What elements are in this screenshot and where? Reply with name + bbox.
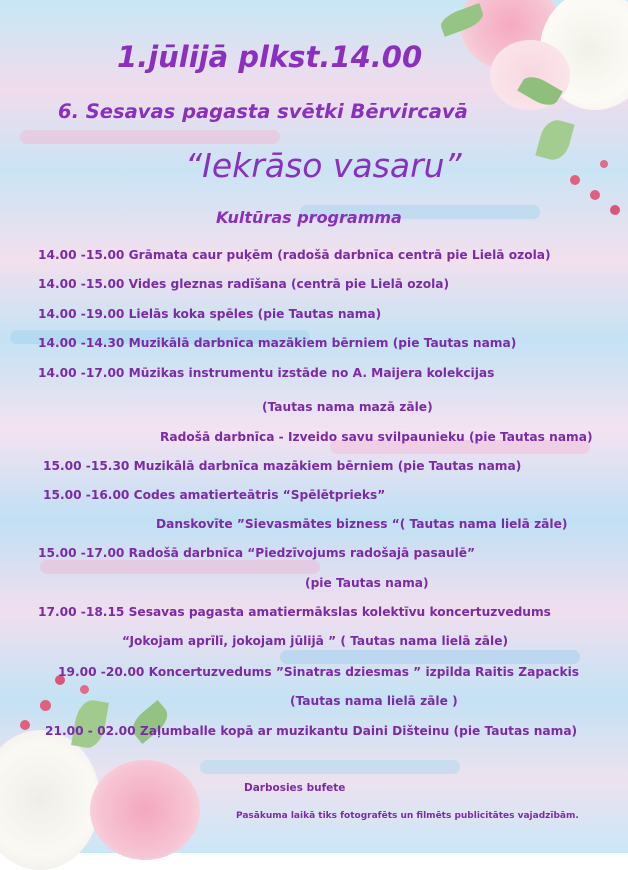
event-title: 6. Sesavas pagasta svētki Bērvircavā [58, 100, 468, 123]
program-line: 15.00 -17.00 Radošā darbnīca “Piedzīvojums radošajā pasaulē” [38, 546, 476, 560]
program-line: 21.00 - 02.00 Zaļumballe kopā ar muzikantu Daini Dišteinu (pie Tautas nama) [45, 724, 578, 738]
event-date-time: 1.jūlijā plkst.14.00 [117, 40, 423, 74]
program-line: 17.00 -18.15 Sesavas pagasta amatiermākslas kolektīvu koncertuzvedums [38, 605, 551, 619]
program-line: 14.00 -17.00 Mūzikas instrumentu izstāde no A. Maijera kolekcijas [38, 366, 495, 380]
program-line: (pie Tautas nama) [305, 576, 429, 590]
program-line: 14.00 -14.30 Muzikālā darbnīca mazākiem bērniem (pie Tautas nama) [38, 336, 517, 350]
watercolor-streak [280, 650, 580, 664]
program-line: 15.00 -15.30 Muzikālā darbnīca mazākiem bērniem (pie Tautas nama) [43, 459, 522, 473]
program-line: 14.00 -15.00 Grāmata caur puķēm (radošā darbnīca centrā pie Lielā ozola) [38, 248, 551, 262]
buffet-note: Darbosies bufete [244, 782, 346, 794]
event-motto: “Iekrāso vasaru” [185, 146, 462, 185]
program-title: Kultūras programma [216, 208, 402, 227]
photo-note: Pasākuma laikā tiks fotografēts un filmēts publicitātes vajadzībām. [236, 811, 579, 821]
program-line: 19.00 -20.00 Koncertuzvedums ”Sinatras dziesmas ” izpilda Raitis Zapackis [58, 665, 580, 679]
program-line: 15.00 -16.00 Codes amatierteātris “Spēlētprieks” [43, 488, 386, 502]
program-line: (Tautas nama mazā zāle) [262, 400, 433, 414]
rose-top-right-icon [440, 0, 628, 220]
watercolor-streak [40, 560, 320, 574]
program-line: (Tautas nama lielā zāle ) [290, 694, 458, 708]
watercolor-streak [20, 130, 280, 144]
program-line: Danskovīte ”Sievasmātes bizness “( Tautas nama lielā zāle) [156, 517, 568, 531]
watercolor-streak [200, 760, 460, 774]
program-line: “Jokojam aprīlī, jokojam jūlijā ” ( Tautas nama lielā zāle) [122, 634, 509, 648]
program-line: 14.00 -19.00 Lielās koka spēles (pie Tautas nama) [38, 307, 382, 321]
program-line: 14.00 -15.00 Vides gleznas radīšana (centrā pie Lielā ozola) [38, 277, 450, 291]
rose-bottom-left-icon [0, 670, 230, 870]
program-line: Radošā darbnīca - Izveido savu svilpaunieku (pie Tautas nama) [160, 430, 593, 444]
